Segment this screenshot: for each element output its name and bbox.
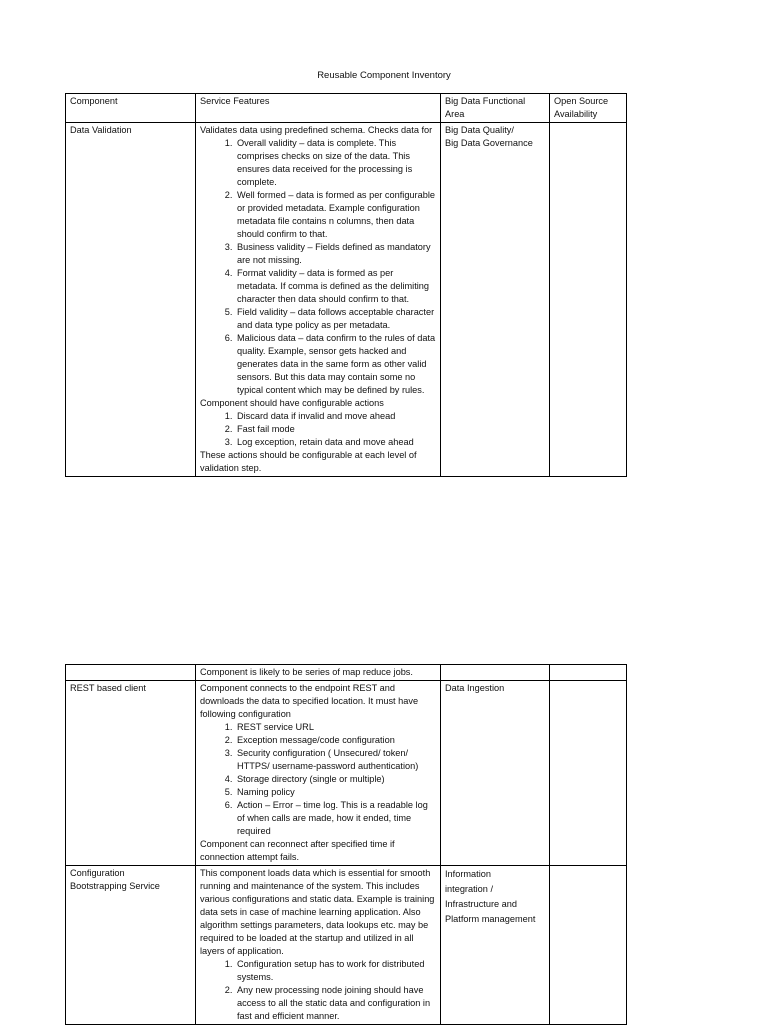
functional-area-line: Big Data Quality/ — [445, 125, 514, 135]
list-item: 1. REST service URL — [235, 721, 436, 734]
requirements-list — [200, 958, 436, 1023]
header-functional-area: Big Data Functional Area — [441, 94, 550, 123]
list-item: 2. Any new processing node joining should have access to all the static data and configuration in fast and efficient manner. — [235, 984, 436, 1023]
list-item: 2. Fast fail mode — [235, 423, 436, 436]
features-intro: This component loads data which is essential for smooth running and maintenance of the system. This includes various configurations and static data. Example is training data sets in case of machine learning application. Also algorithm settings parameters, data lookups etc. may be required to be loaded at the startup and utilized in all layers of application. — [200, 868, 435, 956]
service-features-cell: Component is likely to be series of map reduce jobs. — [196, 665, 441, 681]
functional-area-line: integration / — [445, 884, 494, 894]
list-item: 1. Discard data if invalid and move ahead — [235, 410, 436, 423]
open-source-cell — [550, 681, 627, 866]
service-features-cell — [196, 866, 441, 1025]
open-source-cell — [550, 665, 627, 681]
list-item: 5. Naming policy — [235, 786, 436, 799]
features-intro: Component connects to the endpoint REST and downloads the data to specified location. It must have following configuration — [200, 683, 419, 719]
functional-area-line: Big Data Governance — [445, 138, 533, 148]
list-item: 2. Well formed – data is formed as per configurable or provided metadata. Example configuration metadata file contains n columns, then data should confirm to that. — [235, 189, 436, 241]
functional-area-cell — [441, 665, 550, 681]
actions-list — [200, 410, 436, 449]
list-item: 3. Security configuration ( Unsecured/ token/ HTTPS/ username-password authentication) — [235, 747, 436, 773]
list-item: 6. Malicious data – data confirm to the rules of data quality. Example, sensor gets hacked and generates data in the same form as other valid sensors. But this data may contain some no typical content which may be defined by rules. — [235, 332, 436, 397]
open-source-cell — [550, 123, 627, 477]
component-name: Data Validation — [66, 123, 196, 477]
list-item: 1. Configuration setup has to work for distributed systems. — [235, 958, 436, 984]
list-item: 4. Format validity – data is formed as per metadata. If comma is defined as the delimiting character then data should confirm to that. — [235, 267, 436, 306]
features-outro: Component can reconnect after specified time if connection attempt fails. — [200, 839, 395, 862]
functional-area-line: Platform management — [445, 914, 536, 924]
functional-area-line: Infrastructure and — [445, 899, 518, 909]
table-header-row — [66, 94, 627, 123]
header-service-features: Service Features — [196, 94, 441, 123]
functional-area-cell: Data Ingestion — [441, 681, 550, 866]
functional-area-cell — [441, 123, 550, 477]
list-item: 1. Overall validity – data is complete. This comprises checks on size of the data. This ensures data received for the processing is complete. — [235, 137, 436, 189]
table-row — [66, 681, 627, 866]
list-item: 5. Field validity – data follows acceptable character and data type policy as per metadata. — [235, 306, 436, 332]
document-title: Reusable Component Inventory — [317, 70, 451, 81]
open-source-cell — [550, 866, 627, 1025]
component-table-1 — [65, 93, 627, 477]
component-name-cell — [66, 866, 196, 1025]
features-intro: Validates data using predefined schema. Checks data for — [200, 125, 433, 135]
component-name-line: Configuration — [70, 868, 125, 878]
functional-area-line: Information — [445, 869, 491, 879]
features-outro: These actions should be configurable at each level of validation step. — [200, 450, 417, 473]
table-row — [66, 866, 627, 1025]
validation-checks-list — [200, 137, 436, 397]
component-name: REST based client — [66, 681, 196, 866]
table-row — [66, 665, 627, 681]
service-features-cell — [196, 681, 441, 866]
configuration-list — [200, 721, 436, 838]
component-table-2 — [65, 664, 627, 1025]
component-name — [66, 665, 196, 681]
service-features-cell — [196, 123, 441, 477]
component-name-line: Bootstrapping Service — [70, 881, 160, 891]
table-row — [66, 123, 627, 477]
list-item: 4. Storage directory (single or multiple) — [235, 773, 436, 786]
list-item: 2. Exception message/code configuration — [235, 734, 436, 747]
header-component: Component — [66, 94, 196, 123]
list-item: 6. Action – Error – time log. This is a readable log of when calls are made, how it ended, time required — [235, 799, 436, 838]
list-item: 3. Business validity – Fields defined as mandatory are not missing. — [235, 241, 436, 267]
header-open-source: Open Source Availability — [550, 94, 627, 123]
functional-area-cell — [441, 866, 550, 1025]
list-item: 3. Log exception, retain data and move ahead — [235, 436, 436, 449]
actions-intro: Component should have configurable actions — [200, 398, 384, 408]
